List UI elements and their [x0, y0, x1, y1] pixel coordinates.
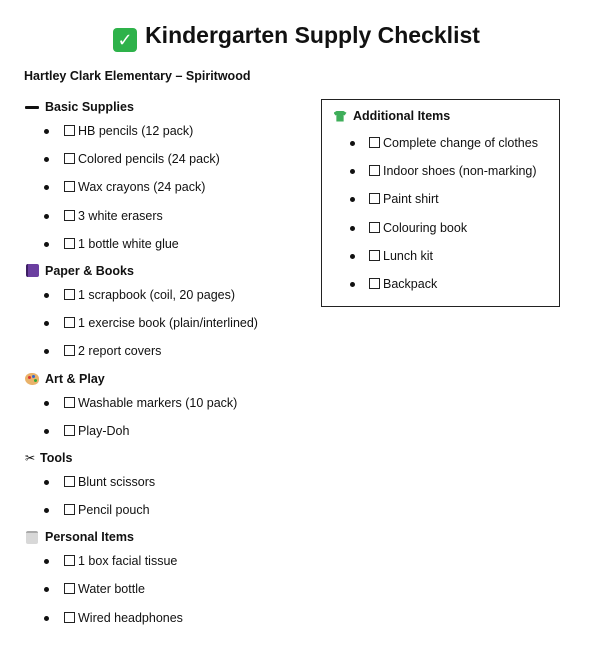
section-heading-art-play: Art & Play — [24, 369, 304, 389]
checkbox[interactable] — [64, 476, 75, 487]
list-item: Indoor shoes (non-marking) — [332, 157, 559, 185]
list-item: 1 box facial tissue — [24, 547, 304, 575]
list-item: HB pencils (12 pack) — [24, 117, 304, 145]
checkbox[interactable] — [64, 210, 75, 221]
additional-items-list — [332, 129, 559, 298]
checkbox[interactable] — [64, 397, 75, 408]
list-item: Complete change of clothes — [332, 129, 559, 157]
checkbox[interactable] — [64, 583, 75, 594]
basic-supplies-list — [24, 117, 304, 258]
list-item: Washable markers (10 pack) — [24, 389, 304, 417]
list-item: Backpack — [332, 270, 559, 298]
list-item: Wax crayons (24 pack) — [24, 173, 304, 201]
checkbox[interactable] — [64, 153, 75, 164]
shirt-icon — [332, 108, 348, 124]
paper-books-list — [24, 281, 304, 366]
list-item: Water bottle — [24, 575, 304, 603]
checkbox[interactable] — [64, 345, 75, 356]
list-item: Colored pencils (24 pack) — [24, 145, 304, 173]
section-heading-personal-items: Personal Items — [24, 527, 304, 547]
personal-items-list — [24, 547, 304, 632]
checkbox[interactable] — [64, 125, 75, 136]
checkbox[interactable] — [369, 137, 380, 148]
checkbox[interactable] — [369, 278, 380, 289]
main-checklist — [24, 96, 304, 632]
pencil-icon — [24, 99, 40, 115]
additional-items-panel — [321, 99, 560, 307]
tissue-icon — [24, 529, 40, 545]
list-item: Paint shirt — [332, 185, 559, 213]
checkbox[interactable] — [369, 250, 380, 261]
scissors-icon: ✂ — [24, 450, 36, 465]
list-item: Wired headphones — [24, 604, 304, 632]
page-title: ✓ Kindergarten Supply Checklist — [0, 22, 593, 52]
book-icon — [24, 263, 40, 279]
list-item: 3 white erasers — [24, 202, 304, 230]
checkbox[interactable] — [64, 181, 75, 192]
list-item: 1 exercise book (plain/interlined) — [24, 309, 304, 337]
list-item: Pencil pouch — [24, 496, 304, 524]
tools-list — [24, 468, 304, 524]
checkbox[interactable] — [369, 222, 380, 233]
palette-icon — [24, 371, 40, 387]
list-item: 1 bottle white glue — [24, 230, 304, 258]
checkbox[interactable] — [64, 238, 75, 249]
check-mark-icon: ✓ — [113, 28, 137, 52]
checkbox[interactable] — [64, 289, 75, 300]
section-heading-additional-items: Additional Items — [332, 106, 559, 126]
list-item: Lunch kit — [332, 242, 559, 270]
checkbox[interactable] — [64, 317, 75, 328]
checkbox[interactable] — [369, 193, 380, 204]
checkbox[interactable] — [64, 425, 75, 436]
checkbox[interactable] — [64, 555, 75, 566]
list-item: 2 report covers — [24, 337, 304, 365]
section-heading-basic-supplies: Basic Supplies — [24, 97, 304, 117]
checkbox[interactable] — [64, 612, 75, 623]
section-heading-tools: ✂ Tools — [24, 450, 73, 465]
list-item: Play-Doh — [24, 417, 304, 445]
list-item: 1 scrapbook (coil, 20 pages) — [24, 281, 304, 309]
list-item: Blunt scissors — [24, 468, 304, 496]
art-play-list — [24, 389, 304, 445]
checkbox[interactable] — [64, 504, 75, 515]
list-item: Colouring book — [332, 214, 559, 242]
section-heading-paper-books: Paper & Books — [24, 261, 304, 281]
checkbox[interactable] — [369, 165, 380, 176]
school-name: Hartley Clark Elementary – Spiritwood — [24, 69, 251, 83]
